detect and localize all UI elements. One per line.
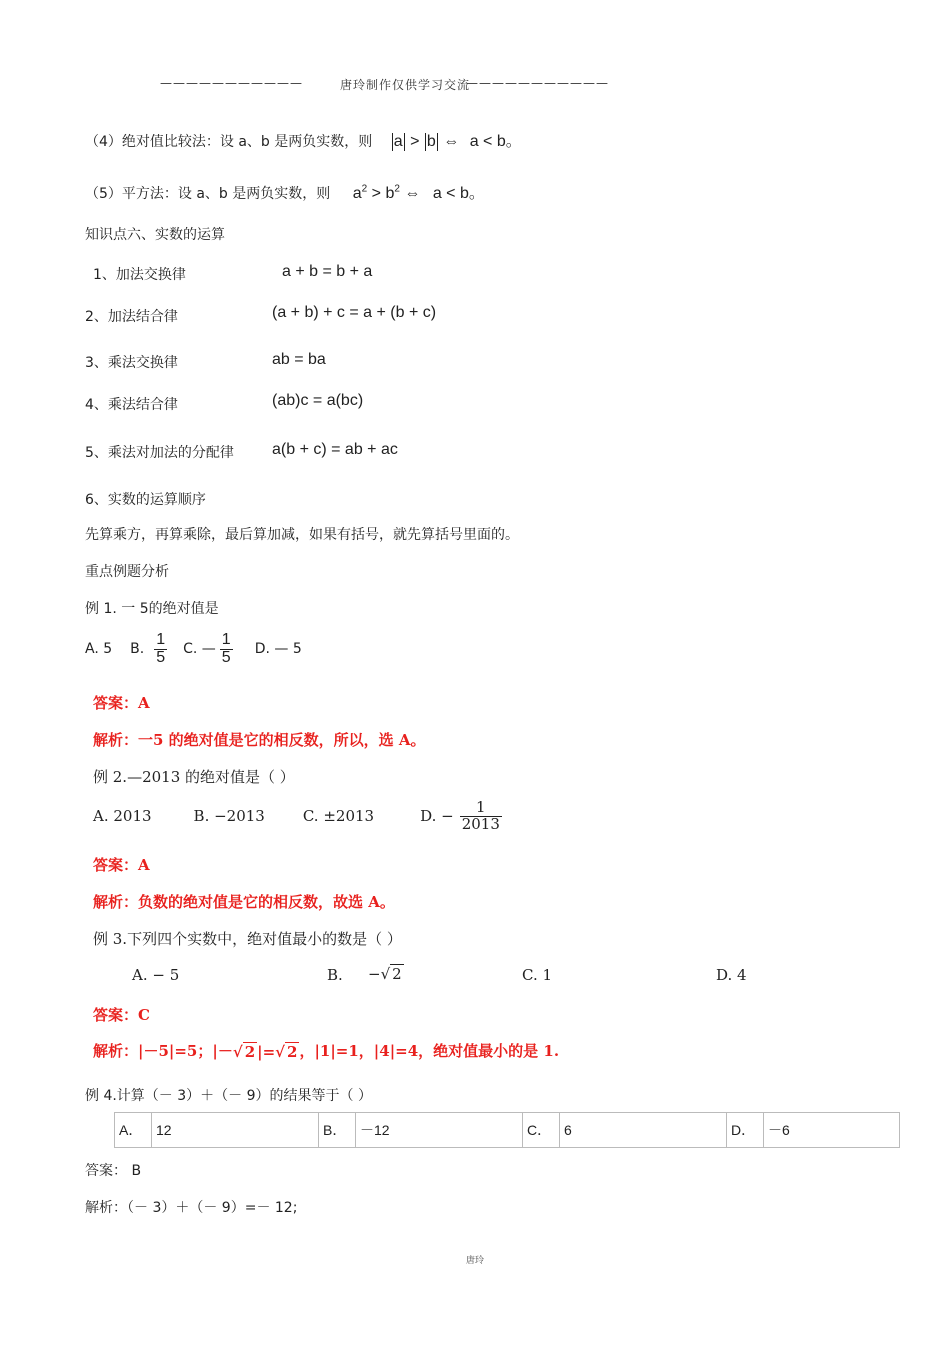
law-3-formula: ab = ba <box>272 351 326 368</box>
order-text: 先算乘方，再算乘除，最后算加减，如果有括号，就先算括号里面的。 <box>85 527 519 543</box>
ex3-option-a: A. − 5 <box>132 966 180 984</box>
ex4-option-b-label: B． <box>319 1113 356 1148</box>
ex3-analysis-radicand-2: 2 <box>287 1043 298 1061</box>
ex4-analysis: 解析：（－ 3）＋（－ 9）=－ 12; <box>85 1200 298 1216</box>
law-2-formula: (a + b) + c = a + (b + c) <box>272 304 437 321</box>
ex2-analysis: 解析：负数的绝对值是它的相反数，故选 A。 <box>93 893 395 911</box>
ex3-question: 例 3.下列四个实数中，绝对值最小的数是（ ） <box>93 930 402 948</box>
method-5-text: （5）平方法：设 a、b 是两负实数，则 <box>85 186 331 202</box>
method-5-tail: a < b。 <box>432 185 485 202</box>
ex2-options <box>93 800 502 833</box>
ex4-option-a-value: 12 <box>152 1113 319 1148</box>
ex4-option-a-label: A． <box>115 1113 152 1148</box>
ex3-analysis-mid: |= <box>257 1043 276 1061</box>
ex4-option-c-value: 6 <box>560 1113 727 1148</box>
method-4-gt: > <box>410 133 420 150</box>
ex1-option-c-den: 5 <box>221 648 231 666</box>
ex3-option-b-label: B. <box>327 966 343 984</box>
method-5-iff: ⇔ <box>404 185 421 202</box>
ex3-analysis <box>93 1040 559 1061</box>
ex4-option-c-label: C． <box>523 1113 560 1148</box>
ex3-option-d: D. 4 <box>716 966 747 984</box>
ex3-analysis-post: ，|1|=1，|4|=4，绝对值最小的是 1. <box>299 1042 560 1060</box>
ex2-question: 例 2.—2013 的绝对值是（ ） <box>93 768 295 786</box>
ex1-option-a: A. 5 <box>85 641 113 658</box>
ex2-option-a: A. 2013 <box>93 807 152 826</box>
law-5-label: 5、乘法对加法的分配律 <box>85 445 234 461</box>
ex4-options-table <box>114 1112 900 1148</box>
ex3-option-c: C. 1 <box>522 966 553 984</box>
ex4-option-d-value: －6 <box>764 1113 900 1148</box>
law-1-formula: a + b = b + a <box>282 263 373 280</box>
law-5-formula: a(b + c) = ab + ac <box>272 441 398 458</box>
method-5-exp2: 2 <box>394 183 400 195</box>
ex3-analysis-sqrt-2: √ 2 <box>275 1043 298 1061</box>
ex1-analysis: 解析：一5 的绝对值是它的相反数，所以，选 A。 <box>93 731 426 749</box>
ex3-answer: 答案：C <box>93 1006 150 1024</box>
ex2-option-d-num: 1 <box>476 798 486 816</box>
law-1-label: 1、加法交换律 <box>93 267 186 283</box>
ex4-option-b-value: －12 <box>356 1113 523 1148</box>
ex4-options-row <box>115 1113 900 1148</box>
ex1-option-c-fraction <box>220 632 233 667</box>
method-5-exp1: 2 <box>361 183 368 195</box>
law-2-label: 2、加法结合律 <box>85 309 178 325</box>
method-5-a: a <box>352 185 362 202</box>
ex1-options <box>85 632 302 667</box>
ex4-question: 例 4.计算（－ 3）＋（－ 9）的结果等于（ ） <box>85 1088 372 1104</box>
ex4-option-d-label: D． <box>727 1113 764 1148</box>
method-4-tail: a < b。 <box>469 133 522 150</box>
method-4 <box>85 128 522 151</box>
ex2-option-d-den: 2013 <box>461 814 500 833</box>
method-5 <box>85 180 485 203</box>
ex1-option-b-fraction <box>154 632 167 667</box>
ex2-answer: 答案：A <box>93 856 150 874</box>
ex1-option-b-den: 5 <box>156 648 166 666</box>
method-4-b: b <box>426 133 436 150</box>
ex3-option-b-value: − √ 2 <box>368 965 402 983</box>
method-5-gt: > b <box>367 185 395 202</box>
ex3-option-b-radicand: 2 <box>392 965 402 983</box>
ex1-option-c-label: C. — <box>183 641 216 658</box>
method-4-a: a <box>393 133 403 150</box>
ex3-options <box>132 964 772 990</box>
section-title: 知识点六、实数的运算 <box>85 227 225 243</box>
examples-title: 重点例题分析 <box>85 564 169 580</box>
order-title: 6、实数的运算顺序 <box>85 492 206 508</box>
ex1-option-b-num: 1 <box>156 631 166 648</box>
ex3-analysis-pre: 解析：|－5|=5；|－ <box>93 1042 233 1060</box>
ex3-analysis-radicand-1: 2 <box>244 1043 256 1061</box>
law-3-label: 3、乘法交换律 <box>85 355 178 371</box>
ex1-option-d: D. — 5 <box>254 641 302 658</box>
ex1-answer: 答案：A <box>93 694 150 712</box>
footer-author: 唐玲 <box>466 1256 485 1266</box>
ex4-answer: 答案： B <box>85 1163 142 1179</box>
header-dashes-right: ——————————— <box>466 76 609 90</box>
ex3-option-b-sign: − <box>368 965 381 983</box>
ex1-option-b-label: B. <box>130 641 145 658</box>
ex2-option-d-label: D. − <box>420 807 454 826</box>
ex2-option-d-fraction <box>460 800 502 833</box>
ex3-analysis-sqrt-1: √ 2 <box>232 1043 256 1061</box>
header-title: 唐玲制作仅供学习交流 <box>340 78 471 92</box>
method-4-text: （4）绝对值比较法：设 a、b 是两负实数，则 <box>85 134 373 150</box>
law-4-label: 4、乘法结合律 <box>85 397 178 413</box>
ex2-option-b: B. −2013 <box>193 807 265 826</box>
ex1-option-c-num: 1 <box>221 631 231 648</box>
ex1-question: 例 1. 一 5的绝对值是 <box>85 601 219 617</box>
ex2-option-c: C. ±2013 <box>302 807 375 826</box>
header-dashes-left: ——————————— <box>160 76 303 90</box>
method-4-iff: ⇔ <box>443 133 460 150</box>
law-4-formula: (ab)c = a(bc) <box>272 392 364 409</box>
